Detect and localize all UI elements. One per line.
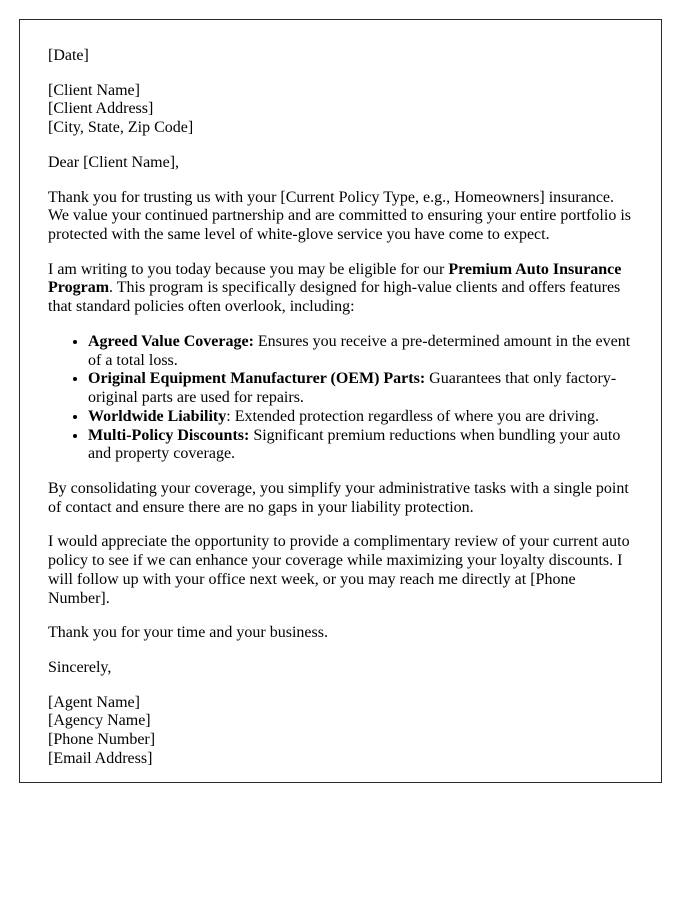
- features-list: [48, 333, 631, 464]
- bold-text: Premium Auto Insurance Program: [48, 260, 622, 297]
- feature-multi-policy-discounts: • Multi-Policy Discounts: Significant premium reductions when bundling your auto and property coverage.: [88, 427, 631, 464]
- bold-text: Original Equipment Manufacturer (OEM) Parts:: [88, 370, 426, 388]
- salutation: Dear [Client Name],: [48, 153, 180, 171]
- offer-paragraph: I am writing to you today because you may be eligible for our Premium Auto Insurance Program. This program is specifically designed for high-value clients and offers features that standard policies often overlook, including:: [48, 260, 622, 316]
- bold-text: Worldwide Liability: [88, 407, 227, 425]
- date-line: [Date]: [48, 47, 89, 64]
- letter-body: [48, 47, 631, 769]
- review-offer-paragraph: I would appreciate the opportunity to provide a complimentary review of your current auto policy to see if we can enhance your coverage while maximizing your loyalty discounts. I will follow up with your office next week, or you may reach me directly at [Phone Number].: [48, 533, 630, 607]
- feature-worldwide-liability: • Worldwide Liability: Extended protection regardless of where you are driving.: [88, 408, 631, 427]
- feature-oem-parts: • Original Equipment Manufacturer (OEM) Parts: Guarantees that only factory-original parts are used for repairs.: [88, 370, 631, 407]
- thanks-paragraph: Thank you for your time and your business.: [48, 624, 328, 642]
- bold-text: Agreed Value Coverage:: [88, 332, 254, 350]
- closing-line: Sincerely,: [48, 658, 112, 676]
- letter-document: [19, 19, 662, 783]
- bold-text: Multi-Policy Discounts:: [88, 426, 250, 444]
- consolidation-paragraph: By consolidating your coverage, you simplify your administrative tasks with a single point of contact and ensure there are no gaps in your liability protection.: [48, 479, 629, 516]
- feature-agreed-value: • Agreed Value Coverage: Ensures you receive a pre-determined amount in the event of a total loss.: [88, 333, 631, 370]
- signature-block: [Agent Name] [Agency Name] [Phone Number] [Email Address]: [48, 693, 156, 767]
- intro-paragraph: Thank you for trusting us with your [Current Policy Type, e.g., Homeowners] insurance. We value your continued partnership and are committed to ensuring your entire portfolio is protected with the same level of white-glove service you have come to expect.: [48, 188, 631, 244]
- recipient-address-block: [Client Name] [Client Address] [City, State, Zip Code]: [48, 81, 194, 137]
